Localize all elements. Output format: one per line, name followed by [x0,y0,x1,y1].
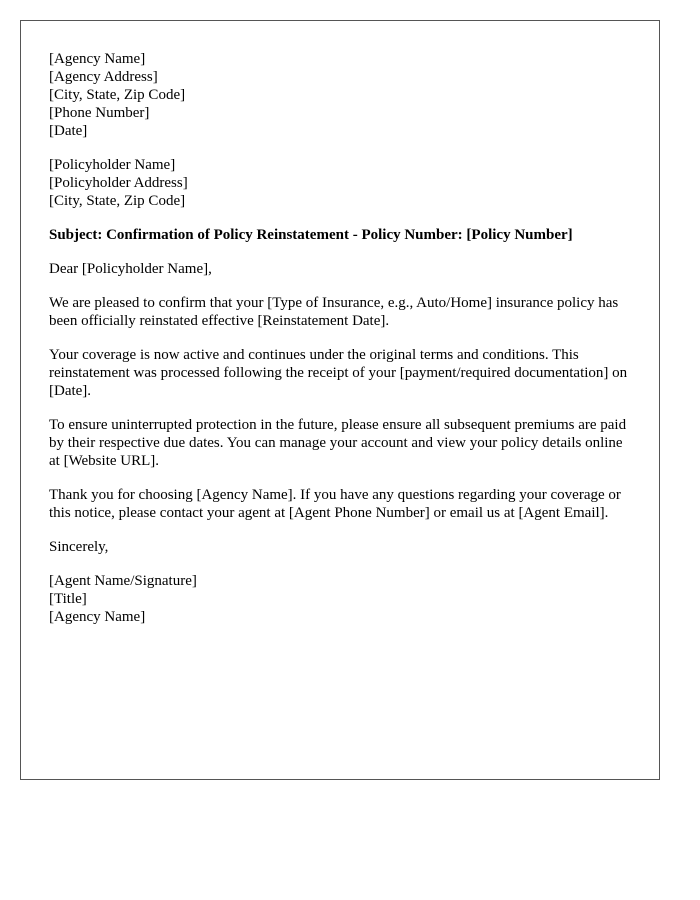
sender-phone: [Phone Number] [49,105,150,121]
body-paragraph-3: To ensure uninterrupted protection in the future, please ensure all subsequent premiums are paid by their respective due dates. You can manage your account and view your policy details online at [Website URL]. [49,417,627,469]
closing: Sincerely, [49,539,109,555]
sender-agency-address: [Agency Address] [49,69,158,85]
body-paragraph-2: Your coverage is now active and continues under the original terms and conditions. This reinstatement was processed following the receipt of your [payment/required documentation] on [Date]. [49,347,628,399]
body-paragraph-1: We are pleased to confirm that your [Type of Insurance, e.g., Auto/Home] insurance policy has been officially reinstated effective [Reinstatement Date]. [49,295,619,329]
recipient-block [49,156,631,210]
recipient-city-state-zip: [City, State, Zip Code] [49,193,186,209]
sender-block [49,50,631,140]
recipient-address: [Policyholder Address] [49,175,188,191]
signature-title: [Title] [49,591,87,607]
body-paragraph-4: Thank you for choosing [Agency Name]. If you have any questions regarding your coverage or this notice, please contact your agent at [Agent Phone Number] or email us at [Agent Email]. [49,487,621,521]
letter-page [20,20,660,780]
letter-date: [Date] [49,123,88,139]
recipient-name: [Policyholder Name] [49,157,176,173]
signature-agency: [Agency Name] [49,609,146,625]
sender-city-state-zip: [City, State, Zip Code] [49,87,186,103]
subject-line: Subject: Confirmation of Policy Reinstatement - Policy Number: [Policy Number] [49,227,573,243]
signature-agent: [Agent Name/Signature] [49,573,197,589]
sender-agency-name: [Agency Name] [49,51,146,67]
signature-block [49,572,631,626]
salutation: Dear [Policyholder Name], [49,261,212,277]
